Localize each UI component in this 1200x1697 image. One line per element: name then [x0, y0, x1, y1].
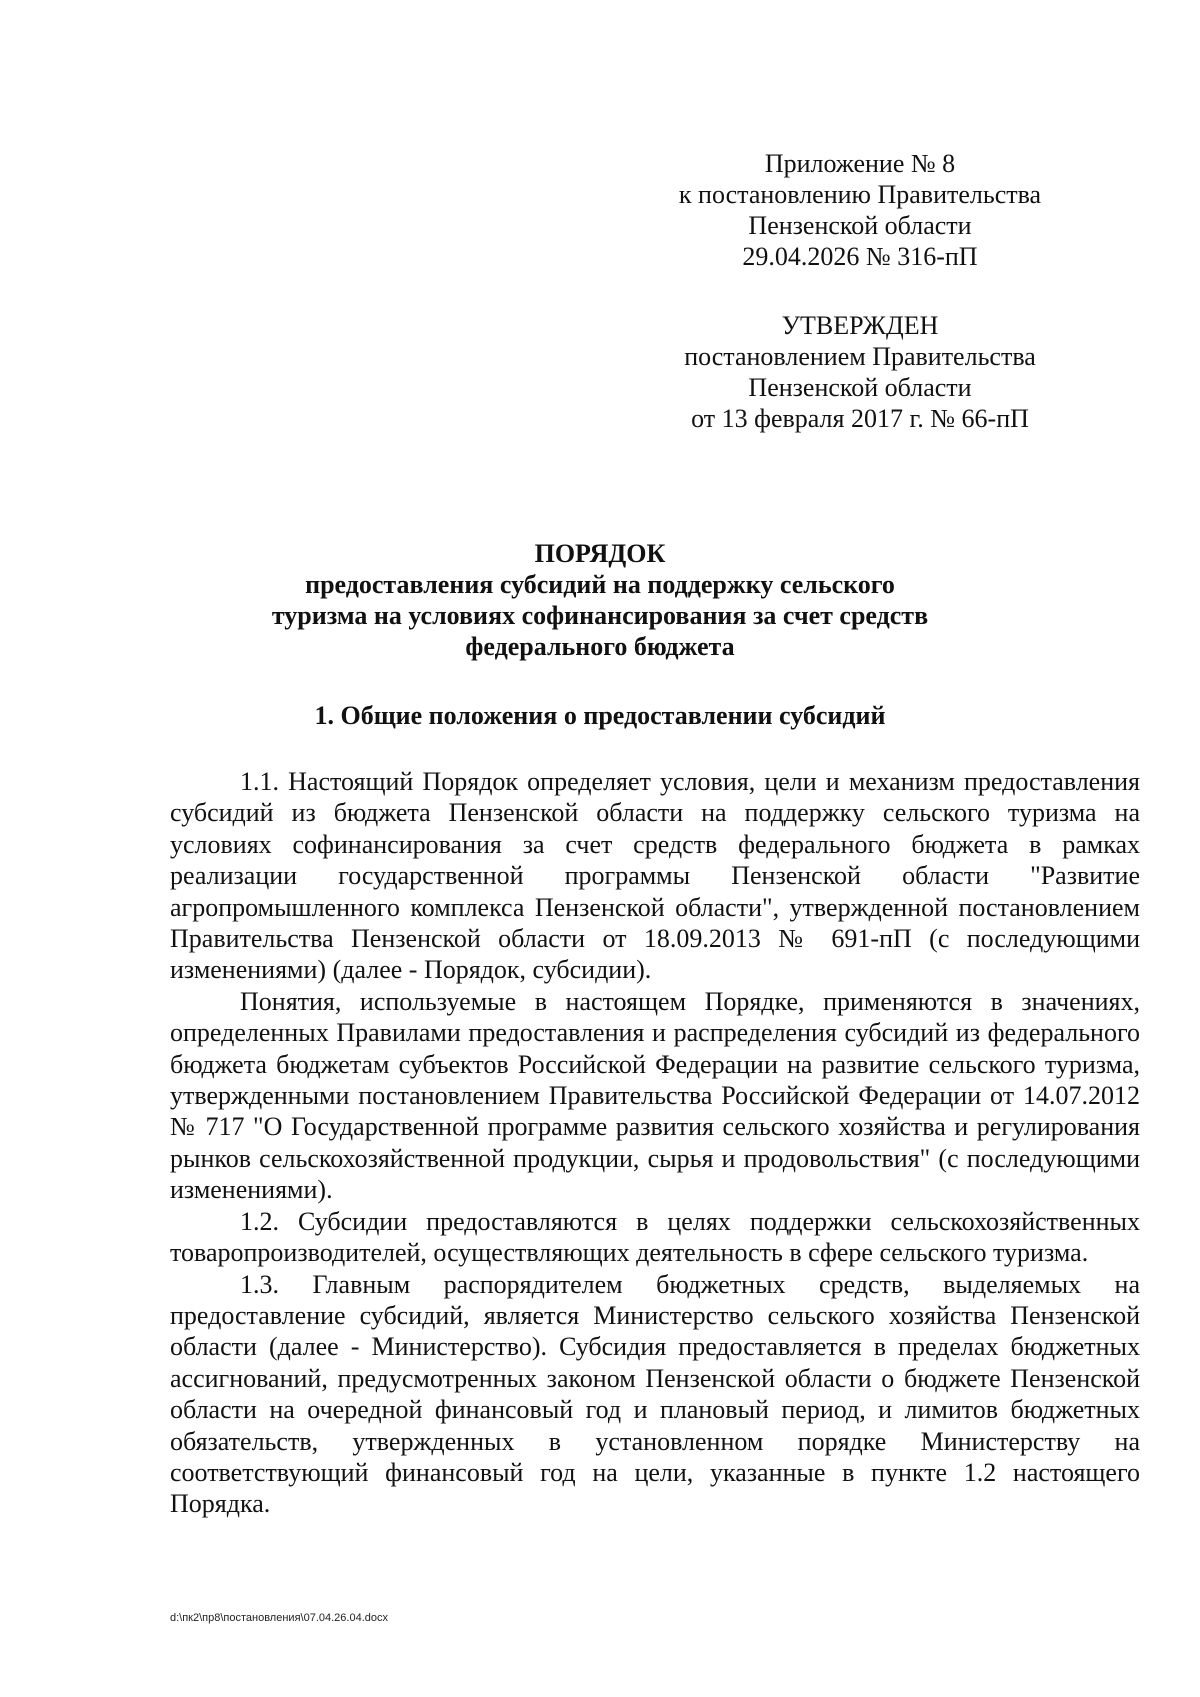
- appendix-number: Приложение № 8: [764, 149, 956, 178]
- paragraph-1-2: 1.2. Субсидии предоставляются в целях поддержки сельскохозяйственных товаропроизводителей, осуществляющих деятельность в сфере сельского туризма.: [170, 1206, 1140, 1268]
- section-body: [170, 766, 1140, 1520]
- title-main: ПОРЯДОК: [534, 539, 666, 568]
- approved-region: Пензенской области: [748, 373, 972, 402]
- title-subtitle-line-2: туризма на условиях софинансирования за счет средств: [271, 601, 929, 630]
- approved-date-number: от 13 февраля 2017 г. № 66-пП: [691, 404, 1029, 433]
- approved-by-resolution: постановлением Правительства: [684, 342, 1036, 371]
- appendix-date-number: 29.04.2026 № 316-пП: [742, 242, 978, 271]
- appendix-region: Пензенской области: [748, 211, 972, 240]
- appendix-to-resolution: к постановлению Правительства: [678, 180, 1042, 209]
- document-title: [170, 538, 1030, 662]
- section-heading: 1. Общие положения о предоставлении субсидий: [314, 701, 886, 730]
- paragraph-1-3: 1.3. Главным распорядителем бюджетных средств, выделяемых на предоставление субсидий, является Министерство сельского хозяйства Пензенской области (далее - Министерство). Субсидия предоставляется в пределах бюджетных ассигнований, предусмотренных законом Пензенской области о бюджете Пензенской области на очередной финансовый год и плановый период, и лимитов бюджетных обязательств, утвержденных в установленном порядке Министерству на соответствующий финансовый год на цели, указанные в пункте 1.2 настоящего Порядка.: [170, 1269, 1140, 1519]
- title-subtitle-line-1: предоставления субсидий на поддержку сельского: [305, 570, 895, 599]
- approved-label: УТВЕРЖДЕН: [781, 311, 939, 340]
- file-path-footer: d:\пк2\пр8\постановления\07.04.26.04.docx: [170, 1612, 388, 1624]
- paragraph-1-1: 1.1. Настоящий Порядок определяет условия, цели и механизм предоставления субсидий из бюджета Пензенской области на поддержку сельского туризма на условиях софинансирования за счет средств федерального бюджета в рамках реализации государственной программы Пензенской области "Развитие агропромышленного комплекса Пензенской области", утвержденной постановлением Правительства Пензенской области от 18.09.2013 № 691-пП (с последующими изменениями) (далее - Порядок, субсидии).: [170, 767, 1140, 985]
- paragraph-definitions: Понятия, используемые в настоящем Порядке, применяются в значениях, определенных Правилами предоставления и распределения субсидий из федерального бюджета бюджетам субъектов Российской Федерации на развитие сельского туризма, утвержденными постановлением Правительства Российской Федерации от 14.07.2012 № 717 "О Государственной программе развития сельского хозяйства и регулирования рынков сельскохозяйственной продукции, сырья и продовольствия" (с последующими изменениями).: [170, 986, 1140, 1205]
- appendix-header: [640, 148, 1080, 272]
- title-subtitle-line-3: федерального бюджета: [465, 632, 735, 661]
- approved-header: [640, 310, 1080, 434]
